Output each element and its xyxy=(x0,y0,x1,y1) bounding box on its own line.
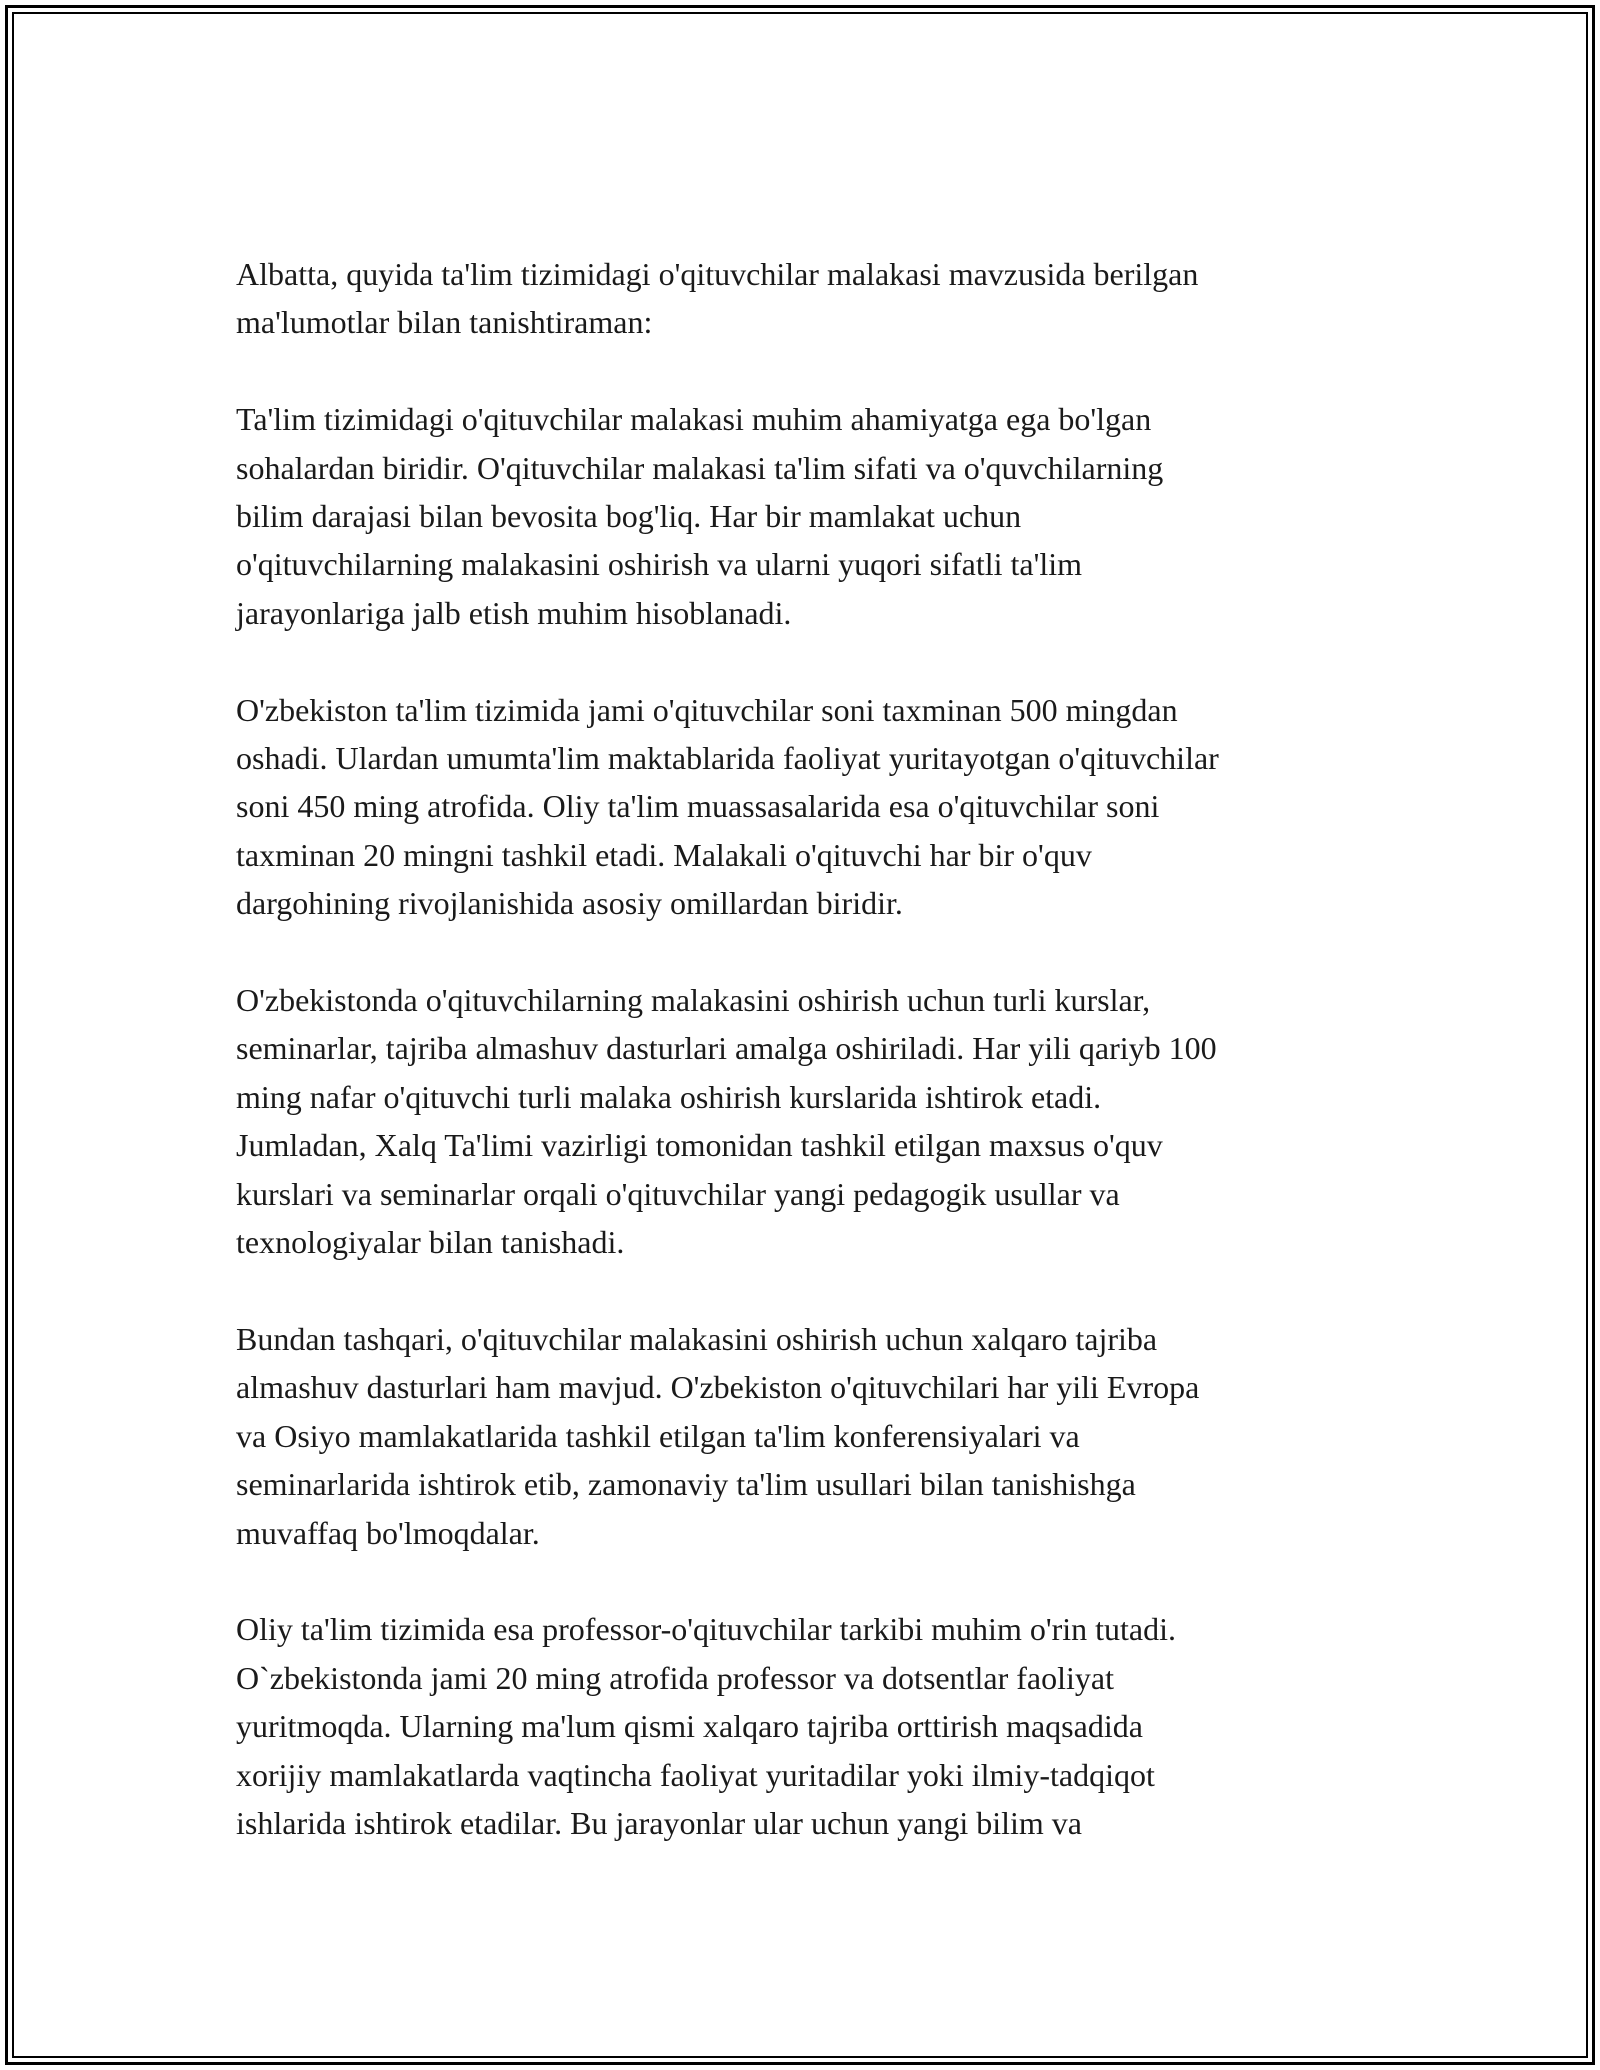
text-line: ma'lumotlar bilan tanishtiraman: xyxy=(236,304,653,341)
paragraph-international-exchange xyxy=(236,1315,1366,1557)
text-line: almashuv dasturlari ham mavjud. O'zbekiston o'qituvchilari har yili Evropa xyxy=(236,1369,1200,1406)
text-line: ming nafar o'qituvchi turli malaka oshirish kurslarida ishtirok etadi. xyxy=(236,1078,1102,1115)
text-line: yuritmoqda. Ularning ma'lum qismi xalqaro tajriba orttirish maqsadida xyxy=(236,1708,1143,1745)
text-line: texnologiyalar bilan tanishadi. xyxy=(236,1224,625,1261)
text-line: dargohining rivojlanishida asosiy omillardan biridir. xyxy=(236,885,903,922)
text-line: bilim darajasi bilan bevosita bog'liq. Har bir mamlakat uchun xyxy=(236,498,1022,535)
paragraph-training xyxy=(236,976,1366,1266)
text-line: Bundan tashqari, o'qituvchilar malakasini oshirish uchun xalqaro tajriba xyxy=(236,1320,1158,1357)
text-line: xorijiy mamlakatlarda vaqtincha faoliyat yuritadilar yoki ilmiy-tadqiqot xyxy=(236,1756,1155,1793)
text-line: seminarlarida ishtirok etib, zamonaviy ta'lim usullari bilan tanishishga xyxy=(236,1466,1136,1503)
text-line: va Osiyo mamlakatlarida tashkil etilgan ta'lim konferensiyalari va xyxy=(236,1417,1080,1454)
text-line: oshadi. Ulardan umumta'lim maktablarida faoliyat yuritayotgan o'qituvchilar xyxy=(236,740,1219,777)
text-line: O'zbekiston ta'lim tizimida jami o'qituvchilar soni taxminan 500 mingdan xyxy=(236,691,1178,728)
paragraph-higher-education xyxy=(236,1605,1366,1847)
text-line: Oliy ta'lim tizimida esa professor-o'qituvchilar tarkibi muhim o'rin tutadi. xyxy=(236,1611,1177,1648)
text-line: jarayonlariga jalb etish muhim hisoblanadi. xyxy=(236,594,792,631)
text-line: kurslari va seminarlar orqali o'qituvchilar yangi pedagogik usullar va xyxy=(236,1175,1120,1212)
text-line: muvaffaq bo'lmoqdalar. xyxy=(236,1514,540,1551)
text-line: sohalardan biridir. O'qituvchilar malakasi ta'lim sifati va o'quvchilarning xyxy=(236,449,1164,486)
text-line: soni 450 ming atrofida. Oliy ta'lim muassasalarida esa o'qituvchilar soni xyxy=(236,788,1160,825)
text-line: Ta'lim tizimidagi o'qituvchilar malakasi muhim ahamiyatga ega bo'lgan xyxy=(236,401,1152,438)
text-line: O`zbekistonda jami 20 ming atrofida professor va dotsentlar faoliyat xyxy=(236,1659,1114,1696)
text-line: Albatta, quyida ta'lim tizimidagi o'qituvchilar malakasi mavzusida berilgan xyxy=(236,256,1199,292)
text-line: ishlarida ishtirok etadilar. Bu jarayonlar ular uchun yangi bilim va xyxy=(236,1804,1082,1841)
paragraph-statistics xyxy=(236,686,1366,928)
text-line: O'zbekistonda o'qituvchilarning malakasini oshirish uchun turli kurslar, xyxy=(236,982,1151,1019)
text-line: o'qituvchilarning malakasini oshirish va ularni yuqori sifatli ta'lim xyxy=(236,546,1083,583)
text-line: seminarlar, tajriba almashuv dasturlari amalga oshiriladi. Har yili qariyb 100 xyxy=(236,1030,1217,1067)
text-line: taxminan 20 mingni tashkil etadi. Malakali o'qituvchi har bir o'quv xyxy=(236,836,1092,873)
text-line: Jumladan, Xalq Ta'limi vazirligi tomonidan tashkil etilgan maxsus o'quv xyxy=(236,1127,1163,1164)
paragraph-intro xyxy=(236,250,1366,347)
paragraph-importance xyxy=(236,395,1366,637)
document-body xyxy=(236,250,1366,1896)
